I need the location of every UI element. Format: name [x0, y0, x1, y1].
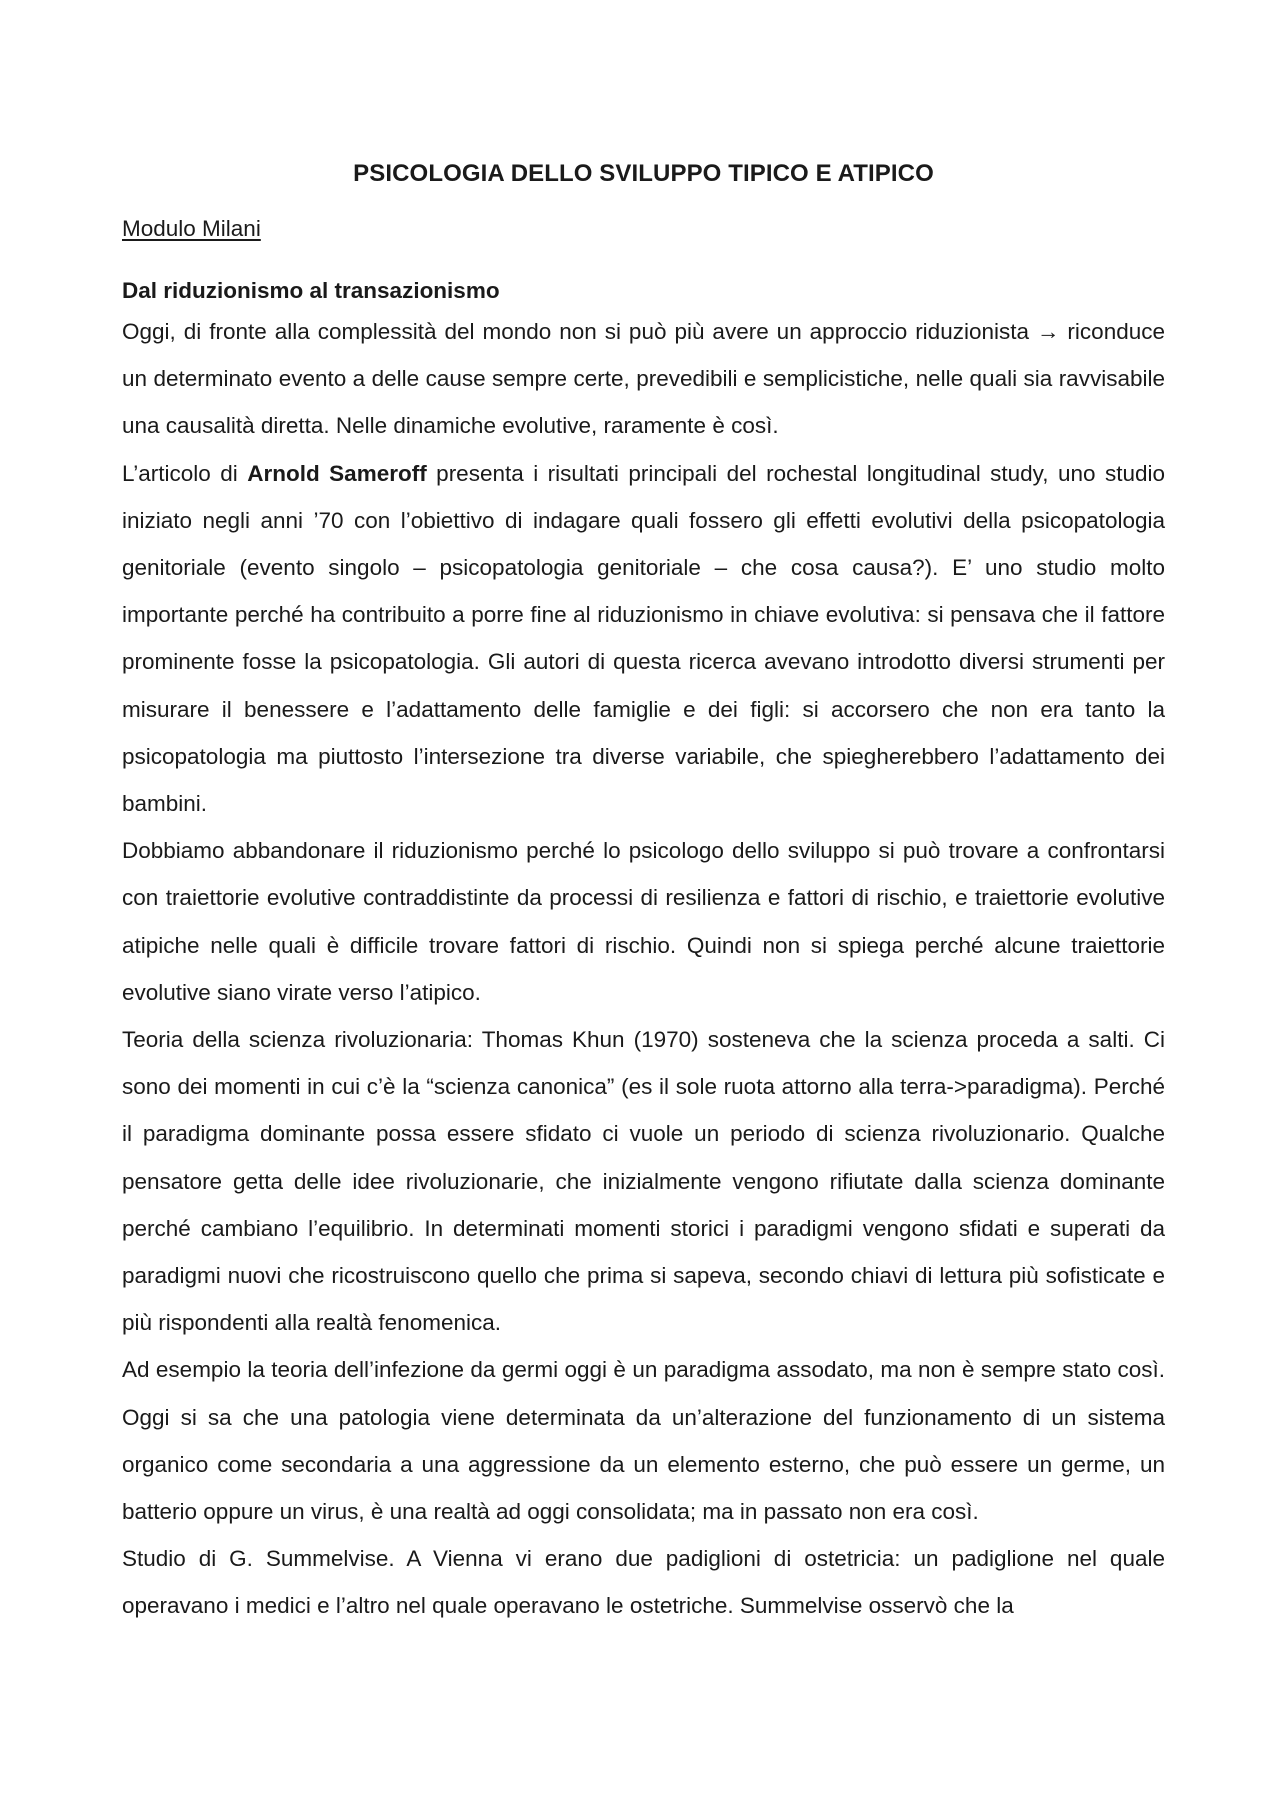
paragraph-2-before: L’articolo di	[122, 460, 248, 486]
right-arrow-icon: →	[1036, 319, 1060, 344]
paragraph-abbandonare-riduzionismo: Dobbiamo abbandonare il riduzionismo perché lo psicologo dello sviluppo si può trovare a confrontarsi con traiettorie evolutive contraddistinte da processi di resilienza e fattori di rischio, e traiettorie evolutive atipiche nelle quali è difficile trovare fattori di rischio. Quindi non si spiega perché alcune traiettorie evolutive siano virate verso l’atipico.	[122, 838, 1165, 1005]
paragraph-1-text: Oggi, di fronte alla complessità del mondo non si può più avere un approccio riduzionista	[122, 319, 1037, 344]
paragraph-sameroff	[122, 450, 1165, 828]
paragraph-infezione-germi: Ad esempio la teoria dell’infezione da germi oggi è un paradigma assodato, ma non è sempre stato così. Oggi si sa che una patologia viene determinata da un’alterazione del funzionamento di un sistema organico come secondaria a una aggressione da un elemento esterno, che può essere un germe, un batterio oppure un virus, è una realtà ad oggi consolidata; ma in passato non era così.	[122, 1357, 1165, 1525]
body-paragraphs	[122, 308, 1165, 1630]
paragraph-2-after: presenta i risultati principali del rochestal longitudinal study, uno studio iniziato negli anni ’70 con l’obiettivo di indagare quali fossero gli effetti evolutivi della psicopatologia genitoriale (evento singolo – psicopatologia genitoriale – che cosa causa?). E’ uno studio molto importante perché ha contribuito a porre fine al riduzionismo in chiave evolutiva: si pensava che il fattore prominente fosse la psicopatologia. Gli autori di questa ricerca avevano introdotto diversi strumenti per misurare il benessere e l’adattamento delle famiglie e dei figli: si accorsero che non era tanto la psicopatologia ma piuttosto l’intersezione tra diverse variabile, che spiegherebbero l’adattamento dei bambini.	[122, 460, 1166, 817]
paragraph-riduzionismo	[122, 308, 1165, 450]
section-heading: Dal riduzionismo al transazionismo	[122, 278, 500, 303]
paragraph-summelvise: Studio di G. Summelvise. A Vienna vi erano due padiglioni di ostetricia: un padiglione nel quale operavano i medici e l’altro nel quale operavano le ostetriche. Summelvise osservò che la	[122, 1546, 1165, 1619]
paragraph-scienza-rivoluzionaria: Teoria della scienza rivoluzionaria: Thomas Khun (1970) sosteneva che la scienza proceda a salti. Ci sono dei momenti in cui c’è la “scienza canonica” (es il sole ruota attorno alla terra->paradigma). Perché il paradigma dominante possa essere sfidato ci vuole un periodo di scienza rivoluzionario. Qualche pensatore getta delle idee rivoluzionarie, che inizialmente vengono rifiutate dalla scienza dominante perché cambiano l’equilibrio. In determinati momenti storici i paradigmi vengono sfidati e superati da paradigmi nuovi che ricostruiscono quello che prima si sapeva, secondo chiavi di lettura più sofisticate e più rispondenti alla realtà fenomenica.	[122, 1027, 1165, 1336]
document-title: PSICOLOGIA DELLO SVILUPPO TIPICO E ATIPICO	[353, 160, 934, 187]
module-heading	[122, 212, 1165, 246]
author-name: Arnold Sameroff	[247, 460, 427, 486]
document-content	[122, 150, 1165, 1630]
module-heading-text: Modulo Milani	[122, 216, 261, 241]
paragraph-1-text-after: riconduce un determinato evento a delle cause sempre certe, prevedibili e semplicistiche, nelle quali sia ravvisabile una causalità diretta. Nelle dinamiche evolutive, raramente è così.	[122, 319, 1165, 439]
